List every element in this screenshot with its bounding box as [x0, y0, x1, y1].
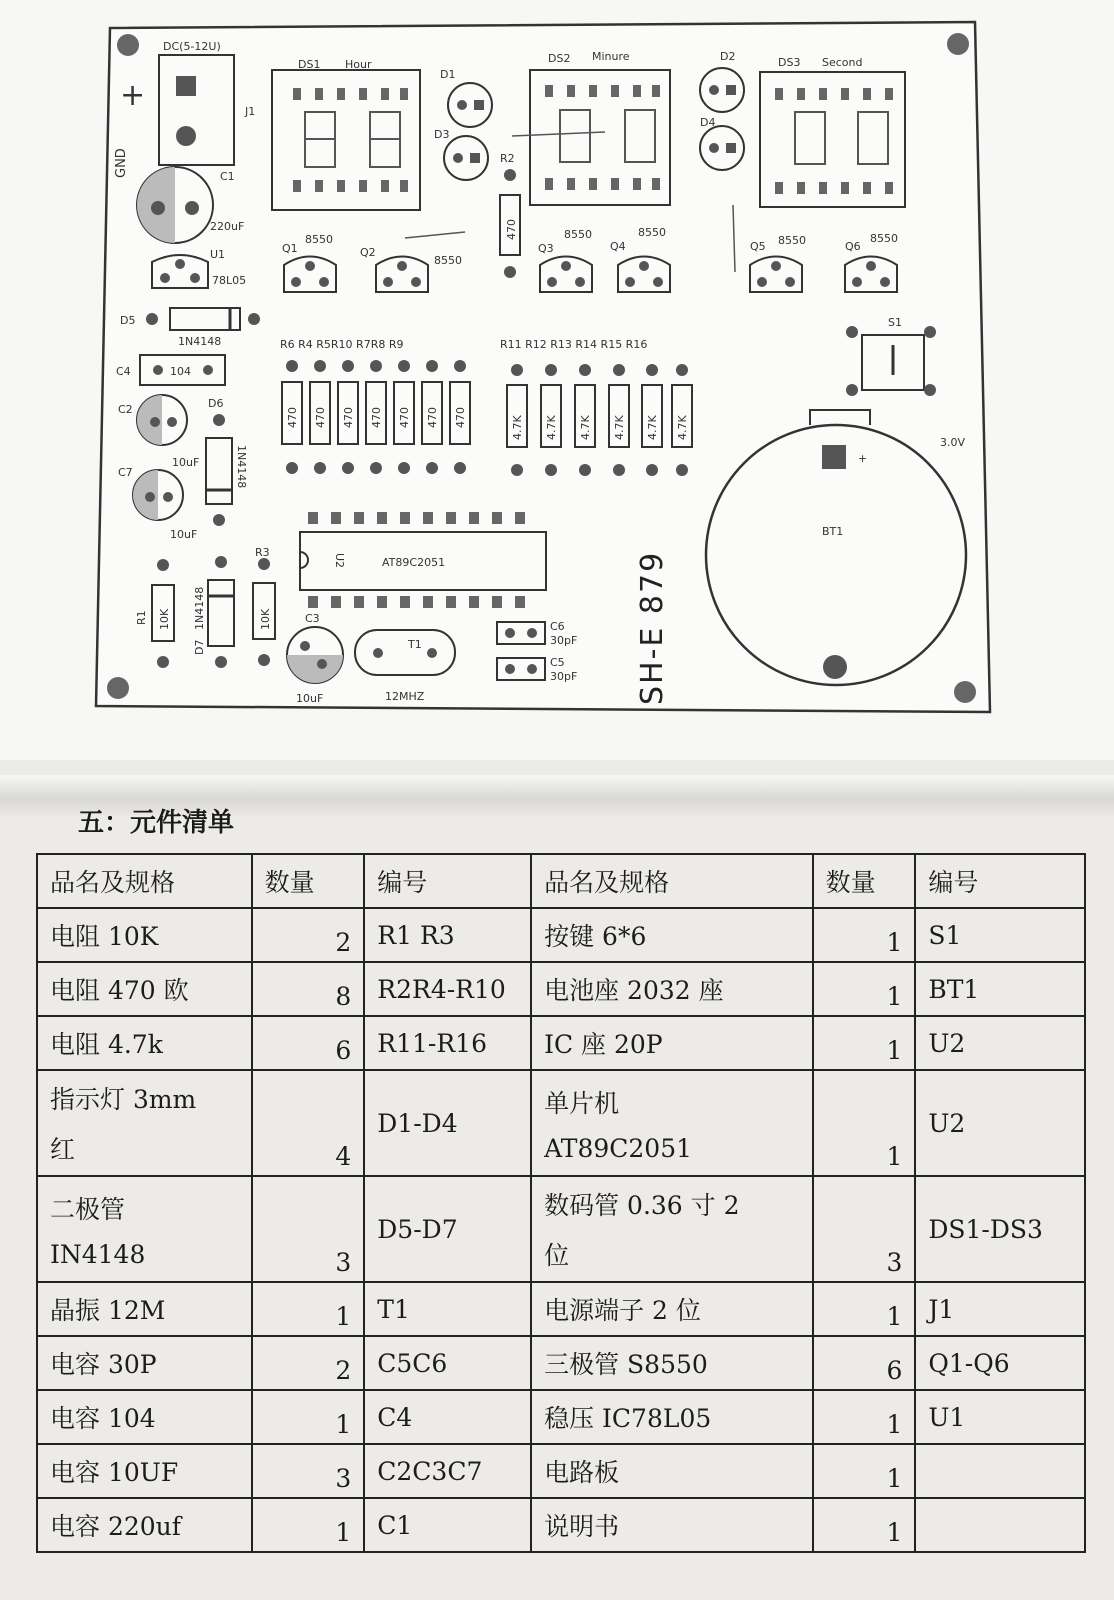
table-row: [37, 1444, 1085, 1498]
q5-value: 8550: [778, 234, 806, 247]
r16-value: 4.7K: [676, 415, 689, 440]
r5-value: 470: [342, 407, 355, 428]
r4-value: 470: [314, 407, 327, 428]
cell-name-line2: 位: [544, 1241, 570, 1270]
cell-code: BT1: [915, 962, 1085, 1016]
c4-value: 104: [170, 365, 191, 378]
cell-code: C4: [364, 1390, 531, 1444]
cell-name: 电容 220uf: [37, 1498, 252, 1552]
cell-qty: 2: [252, 908, 365, 962]
r15-value: 4.7K: [646, 415, 659, 440]
cell-qty: 1: [252, 1390, 365, 1444]
cell-name: 电源端子 2 位: [531, 1282, 813, 1336]
r6-value: 470: [286, 407, 299, 428]
cell-name: 电池座 2032 座: [531, 962, 813, 1016]
cell-qty: 6: [252, 1016, 365, 1070]
header-name-2: 品名及规格: [531, 854, 813, 908]
d2-label: D2: [720, 50, 736, 63]
cell-code: T1: [364, 1282, 531, 1336]
q4-value: 8550: [638, 226, 666, 239]
header-code-1: 编号: [364, 854, 531, 908]
header-code-2: 编号: [915, 854, 1085, 908]
cell-name: 三极管 S8550: [531, 1336, 813, 1390]
s1-label: S1: [888, 316, 902, 329]
q3-value: 8550: [564, 228, 592, 241]
cell-name: 电阻 10K: [37, 908, 252, 962]
d3-label: D3: [434, 128, 450, 141]
t1-value: 12MHZ: [385, 690, 425, 703]
cell-qty: 1: [252, 1282, 365, 1336]
cell-name-line1: 二极管: [50, 1194, 126, 1224]
table-row: [37, 1016, 1085, 1070]
d7-label: D7: [193, 639, 206, 655]
q6-value: 8550: [870, 232, 898, 245]
c5-label: C5: [550, 656, 565, 669]
cell-qty: 1: [813, 1390, 916, 1444]
table-row: [37, 1070, 1085, 1176]
cell-code: C2C3C7: [364, 1444, 531, 1498]
q1-label: Q1: [282, 242, 298, 255]
r2-value: 470: [505, 219, 518, 240]
c3-label: C3: [305, 612, 320, 625]
cell-code: R11-R16: [364, 1016, 531, 1070]
cell-name-line2: AT89C2051: [544, 1133, 693, 1163]
resistor-bank-left-labels: R6 R4 R5R10 R7R8 R9: [280, 338, 404, 351]
battery-plus-label: +: [858, 452, 868, 465]
d7-value: 1N4148: [193, 586, 206, 630]
c3-value: 10uF: [296, 692, 324, 705]
header-qty-2: 数量: [813, 854, 916, 908]
u2-label: U2: [333, 553, 346, 569]
c2-label: C2: [118, 403, 133, 416]
q2-value: 8550: [434, 254, 462, 267]
cell-code: R1 R3: [364, 908, 531, 962]
cell-qty: 1: [813, 908, 916, 962]
cell-name-line1: 单片机: [544, 1088, 620, 1118]
u1-label: U1: [210, 248, 226, 261]
j1-label: J1: [245, 105, 256, 118]
cell-name: 电容 30P: [37, 1336, 252, 1390]
ds1-name: Hour: [345, 58, 372, 71]
table-row: [37, 1336, 1085, 1390]
q1-value: 8550: [305, 233, 333, 246]
cell-qty: 3: [813, 1176, 916, 1282]
cell-code: [915, 1444, 1085, 1498]
cell-qty: 8: [252, 962, 365, 1016]
u2-value: AT89C2051: [382, 556, 446, 569]
cell-qty: 6: [813, 1336, 916, 1390]
c2-value: 10uF: [172, 456, 200, 469]
cell-name: 电容 10UF: [37, 1444, 252, 1498]
cell-name-line1: 指示灯 3mm: [50, 1085, 197, 1114]
cell-code: Q1-Q6: [915, 1336, 1085, 1390]
cell-name-line1: 数码管 0.36 寸 2: [544, 1191, 740, 1220]
r10-value: 470: [370, 407, 383, 428]
cell-code: D1-D4: [364, 1070, 531, 1176]
r13-value: 4.7K: [579, 415, 592, 440]
cell-code: J1: [915, 1282, 1085, 1336]
cell-code: U1: [915, 1390, 1085, 1444]
table-row: [37, 1176, 1085, 1282]
table-row: [37, 908, 1085, 962]
q3-label: Q3: [538, 242, 554, 255]
r1-label: R1: [135, 610, 148, 625]
cell-name: 电路板: [531, 1444, 813, 1498]
cell-name-line2: IN4148: [50, 1239, 146, 1269]
u1-value: 78L05: [212, 274, 247, 287]
gnd-label: GND: [114, 148, 129, 178]
c6-label: C6: [550, 620, 565, 633]
cell-code: D5-D7: [364, 1176, 531, 1282]
ds2-label: DS2: [548, 52, 571, 65]
table-row: [37, 962, 1085, 1016]
cell-code: S1: [915, 908, 1085, 962]
ds1-label: DS1: [298, 58, 321, 71]
header-name-1: 品名及规格: [37, 854, 252, 908]
cell-qty: 1: [813, 962, 916, 1016]
r7-value: 470: [398, 407, 411, 428]
cell-name: 按键 6*6: [531, 908, 813, 962]
ds3-name: Second: [822, 56, 863, 69]
pcb-silkscreen: [0, 0, 1114, 760]
table-row: [37, 1282, 1085, 1336]
r9-value: 470: [454, 407, 467, 428]
cell-code: U2: [915, 1070, 1085, 1176]
cell-code: DS1-DS3: [915, 1176, 1085, 1282]
d1-label: D1: [440, 68, 456, 81]
q2-label: Q2: [360, 246, 376, 259]
r14-value: 4.7K: [613, 415, 626, 440]
cell-name: IC 座 20P: [531, 1016, 813, 1070]
t1-label: T1: [408, 638, 422, 651]
cell-qty: 1: [813, 1444, 916, 1498]
cell-qty: 1: [813, 1282, 916, 1336]
dc-label: DC(5-12U): [163, 40, 221, 53]
cell-name-line2: 红: [50, 1135, 76, 1164]
resistor-bank-right-labels: R11 R12 R13 R14 R15 R16: [500, 338, 648, 351]
board-model: SH-E 879: [635, 550, 670, 705]
cell-qty: 1: [813, 1070, 916, 1176]
cell-qty: 3: [252, 1444, 365, 1498]
r2-label: R2: [500, 152, 515, 165]
cell-code: C1: [364, 1498, 531, 1552]
cell-name: [531, 1176, 813, 1282]
d5-label: D5: [120, 314, 136, 327]
r3-label: R3: [255, 546, 270, 559]
cell-name: [37, 1176, 252, 1282]
table-row: [37, 1390, 1085, 1444]
c1-label: C1: [220, 170, 235, 183]
c7-value: 10uF: [170, 528, 198, 541]
d4-label: D4: [700, 116, 716, 129]
cell-code: U2: [915, 1016, 1085, 1070]
r3-value: 10K: [259, 608, 272, 630]
pcb-silkscreen-photo: [0, 0, 1114, 760]
cell-name: 说明书: [531, 1498, 813, 1552]
cell-qty: 2: [252, 1336, 365, 1390]
d6-label: D6: [208, 397, 224, 410]
cell-name: [37, 1070, 252, 1176]
cell-qty: 1: [252, 1498, 365, 1552]
table-row: [37, 1498, 1085, 1552]
q4-label: Q4: [610, 240, 626, 253]
r1-value: 10K: [158, 608, 171, 630]
c4-label: C4: [116, 365, 131, 378]
header-qty-1: 数量: [252, 854, 365, 908]
bt1-label: BT1: [822, 525, 844, 538]
c5-value: 30pF: [550, 670, 578, 683]
c7-label: C7: [118, 466, 133, 479]
section-title: 五：元件清单: [78, 808, 235, 838]
cell-qty: 3: [252, 1176, 365, 1282]
cell-code: R2R4-R10: [364, 962, 531, 1016]
q6-label: Q6: [845, 240, 861, 253]
c6-value: 30pF: [550, 634, 578, 647]
table-header-row: [37, 854, 1085, 908]
c1-value: 220uF: [210, 220, 245, 233]
cell-qty: 1: [813, 1016, 916, 1070]
cell-qty: 1: [813, 1498, 916, 1552]
d5-value: 1N4148: [178, 335, 222, 348]
r12-value: 4.7K: [545, 415, 558, 440]
cell-qty: 4: [252, 1070, 365, 1176]
q5-label: Q5: [750, 240, 766, 253]
cell-name: 电阻 470 欧: [37, 962, 252, 1016]
cell-name: 稳压 IC78L05: [531, 1390, 813, 1444]
r8-value: 470: [426, 407, 439, 428]
ds2-name: Minure: [592, 50, 630, 63]
ds3-label: DS3: [778, 56, 801, 69]
r11-value: 4.7K: [511, 415, 524, 440]
battery-voltage-label: 3.0V: [940, 436, 966, 449]
cell-name: [531, 1070, 813, 1176]
plus-label: +: [120, 78, 146, 113]
d6-value: 1N4148: [235, 445, 248, 489]
cell-code: C5C6: [364, 1336, 531, 1390]
cell-name: 电容 104: [37, 1390, 252, 1444]
cell-code: [915, 1498, 1085, 1552]
cell-name: 电阻 4.7k: [37, 1016, 252, 1070]
cell-name: 晶振 12M: [37, 1282, 252, 1336]
component-list-table: [36, 853, 1086, 1553]
